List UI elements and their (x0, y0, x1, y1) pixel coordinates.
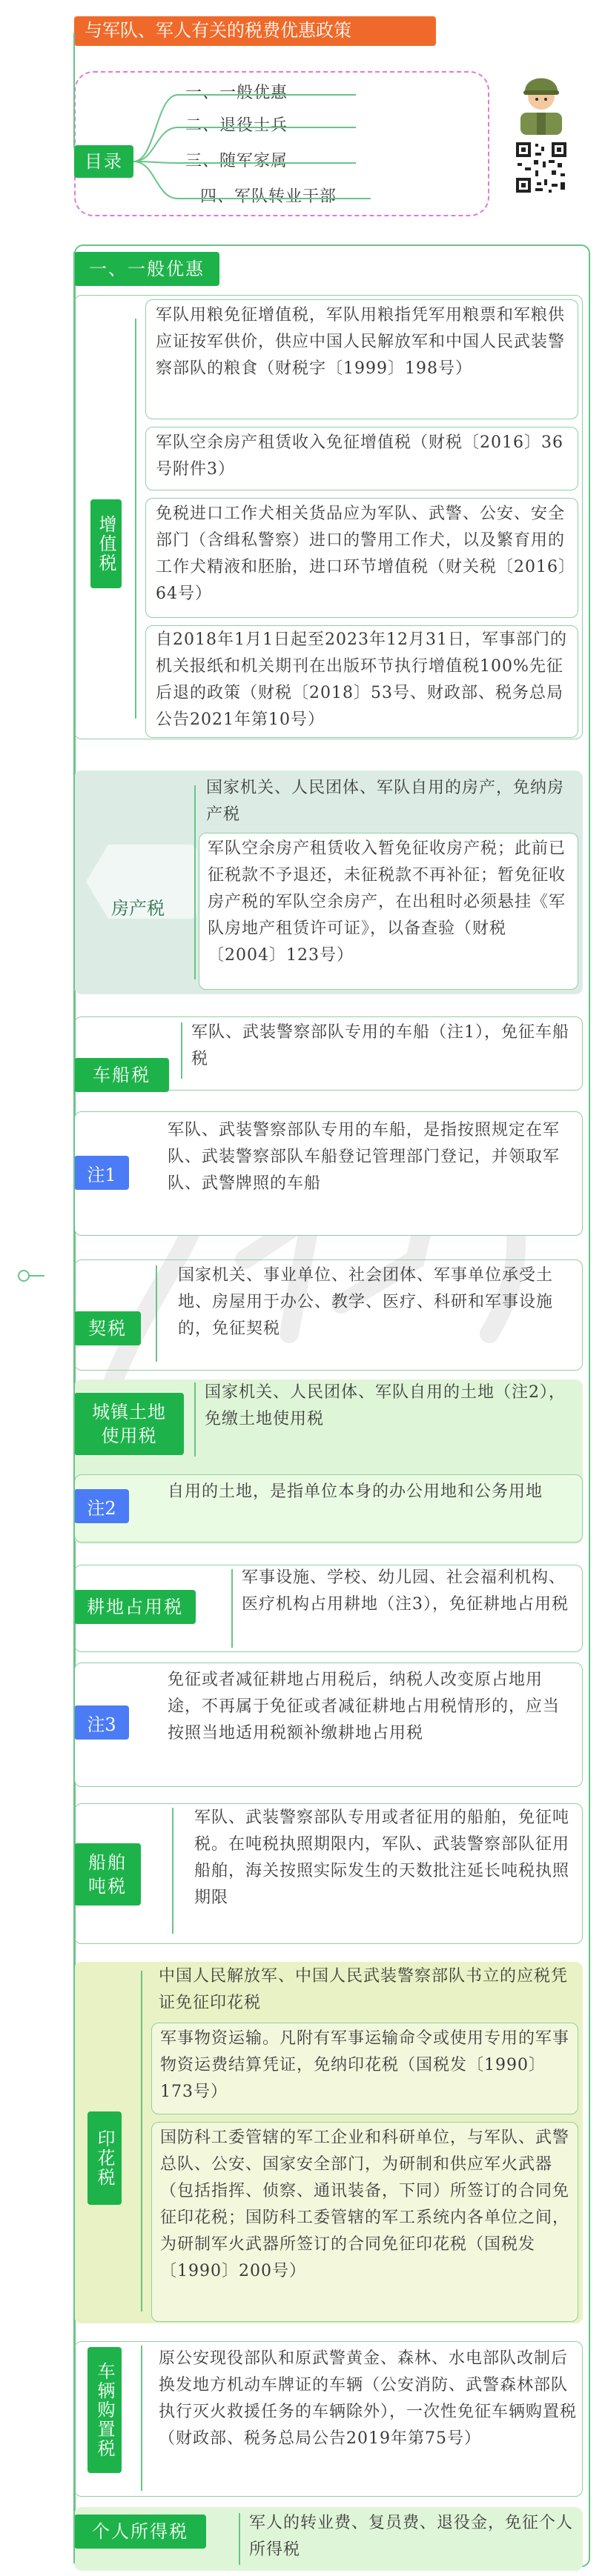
toc-label[interactable]: 目录 (74, 145, 133, 178)
vessel-main-text: 军队、武装警察部队专用的车船（注1），免征车船税 (191, 1023, 569, 1068)
urban-land-label[interactable]: 城镇土地使用税 (74, 1393, 184, 1455)
stamp-item-3-text: 国防科工委管辖的军工企业和科研单位，与军队、武警总队、公安、国家安全部门，为研制和供应军火武器（包括指挥、侦察、通讯装备，下同）所签订的合同免征印花税；国防科工委管辖的军工系统内各单位之间，为研制军火武器所签订的合同免征印花税（国税发〔1990〕200号） (160, 2129, 570, 2280)
vat-label[interactable]: 增值税 (90, 499, 122, 588)
income-label[interactable]: 个人所得税 (74, 2515, 206, 2549)
section-label[interactable]: 一、一般优惠 (74, 252, 219, 286)
farmland-note-label[interactable]: 注3 (74, 1705, 129, 1740)
property-item-1-text: 国家机关、人民团体、军队自用的房产，免纳房产税 (206, 779, 565, 824)
stamp-label[interactable]: 印花税 (87, 2111, 122, 2205)
deed-main-text: 国家机关、事业单位、社会团体、军事单位承受土地、房屋用于办公、教学、医疗、科研和军事设施的，免征契税 (178, 1266, 554, 1338)
stamp-item-1-text: 中国人民解放军、中国人民武装警察部队书立的应税凭证免征印花税 (159, 1967, 569, 2012)
farmland-label[interactable]: 耕地占用税 (74, 1590, 196, 1624)
vehicle-purchase-label[interactable]: 车辆购置税 (87, 2347, 122, 2473)
deed-label[interactable]: 契税 (74, 1311, 141, 1345)
stamp-item-2-text: 军事物资运输。凡附有军事运输命令或使用专用的军事物资运费结算凭证，免纳印花税（国税发〔1990〕173号） (160, 2029, 570, 2101)
vessel-note-text: 军队、武装警察部队专用的车船，是指按照规定在军队、武装警察部队车船登记管理部门登记，并领取军队、武警牌照的车船 (168, 1121, 561, 1193)
vat-item-3-text: 免税进口工作犬相关货品应为军队、武警、公安、安全部门（含缉私警察）进口的警用工作犬，以及繁育用的工作犬精液和胚胎，进口环节增值税（财关税〔2016〕64号） (156, 505, 567, 603)
vat-item-2-text: 军队空余房产租赁收入免征增值税（财税〔2016〕36号附件3） (156, 433, 563, 479)
farmland-note-text: 免征或者减征耕地占用税后，纳税人改变原占地用途，不再属于免征或者减征耕地占用税情形的，应当按照当地适用税额补缴耕地占用税 (168, 1671, 561, 1743)
toc-item-2[interactable]: 二、退役士兵 (185, 116, 288, 135)
tonnage-main-text: 军队、武装警察部队专用或者征用的船舶，免征吨税。在吨税执照期限内，军队、武装警察部队征用船舶，海关按照实际发生的天数批注延长吨税执照期限 (194, 1808, 570, 1907)
urban-land-main-text: 国家机关、人民团体、军队自用的土地（注2），免缴土地使用税 (205, 1383, 566, 1428)
vat-item-1-text: 军队用粮免征增值税，军队用粮指凭军用粮票和军粮供应证按军供价，供应中国人民解放军和中国人民武装警察部队的粮食（财税字〔1999〕198号） (156, 306, 566, 378)
toc-item-1[interactable]: 一、一般优惠 (185, 84, 288, 102)
property-item-2-text: 军队空余房产租赁收入暂免征收房产税；此前已征税款不予退还，未征税款不再补征；暂免征收房产税的军队空余房产，在出租时必须悬挂《军队房地产租赁许可证》，以备查验（财税〔2004〕123号） (208, 839, 566, 965)
vehicle-purchase-main-text: 原公安现役部队和原武警黄金、森林、水电部队改制后换发地方机动车牌证的车辆（公安消防、武警森林部队执行灭火救援任务的车辆除外），一次性免征车辆购置税（财政部、税务总局公告2019年第75号） (159, 2349, 578, 2448)
vessel-label[interactable]: 车船税 (74, 1058, 169, 1092)
vessel-note-label[interactable]: 注1 (74, 1156, 129, 1190)
tonnage-label[interactable]: 船舶吨税 (74, 1843, 141, 1906)
vat-item-4-text: 自2018年1月1日起至2023年12月31日，军事部门的机关报纸和机关期刊在出版环节执行增值税100%先征后退的政策（财税〔2018〕53号、财政部、税务总局公告2021年第10号） (156, 630, 567, 729)
urban-land-note-label[interactable]: 注2 (74, 1489, 129, 1523)
farmland-main-text: 军事设施、学校、幼儿园、社会福利机构、医疗机构占用耕地（注3），免征耕地占用税 (242, 1568, 569, 1614)
property-label[interactable]: 房产税 (111, 898, 165, 919)
income-main-text: 军人的转业费、复员费、退役金，免征个人所得税 (249, 2514, 574, 2559)
toc-item-4[interactable]: 四、军队转业干部 (200, 187, 337, 206)
urban-land-note-text: 自用的土地，是指单位本身的办公用地和公务用地 (168, 1482, 543, 1501)
toc-item-3[interactable]: 三、随军家属 (185, 152, 288, 170)
page-title: 与军队、军人有关的税费优惠政策 (74, 16, 436, 46)
